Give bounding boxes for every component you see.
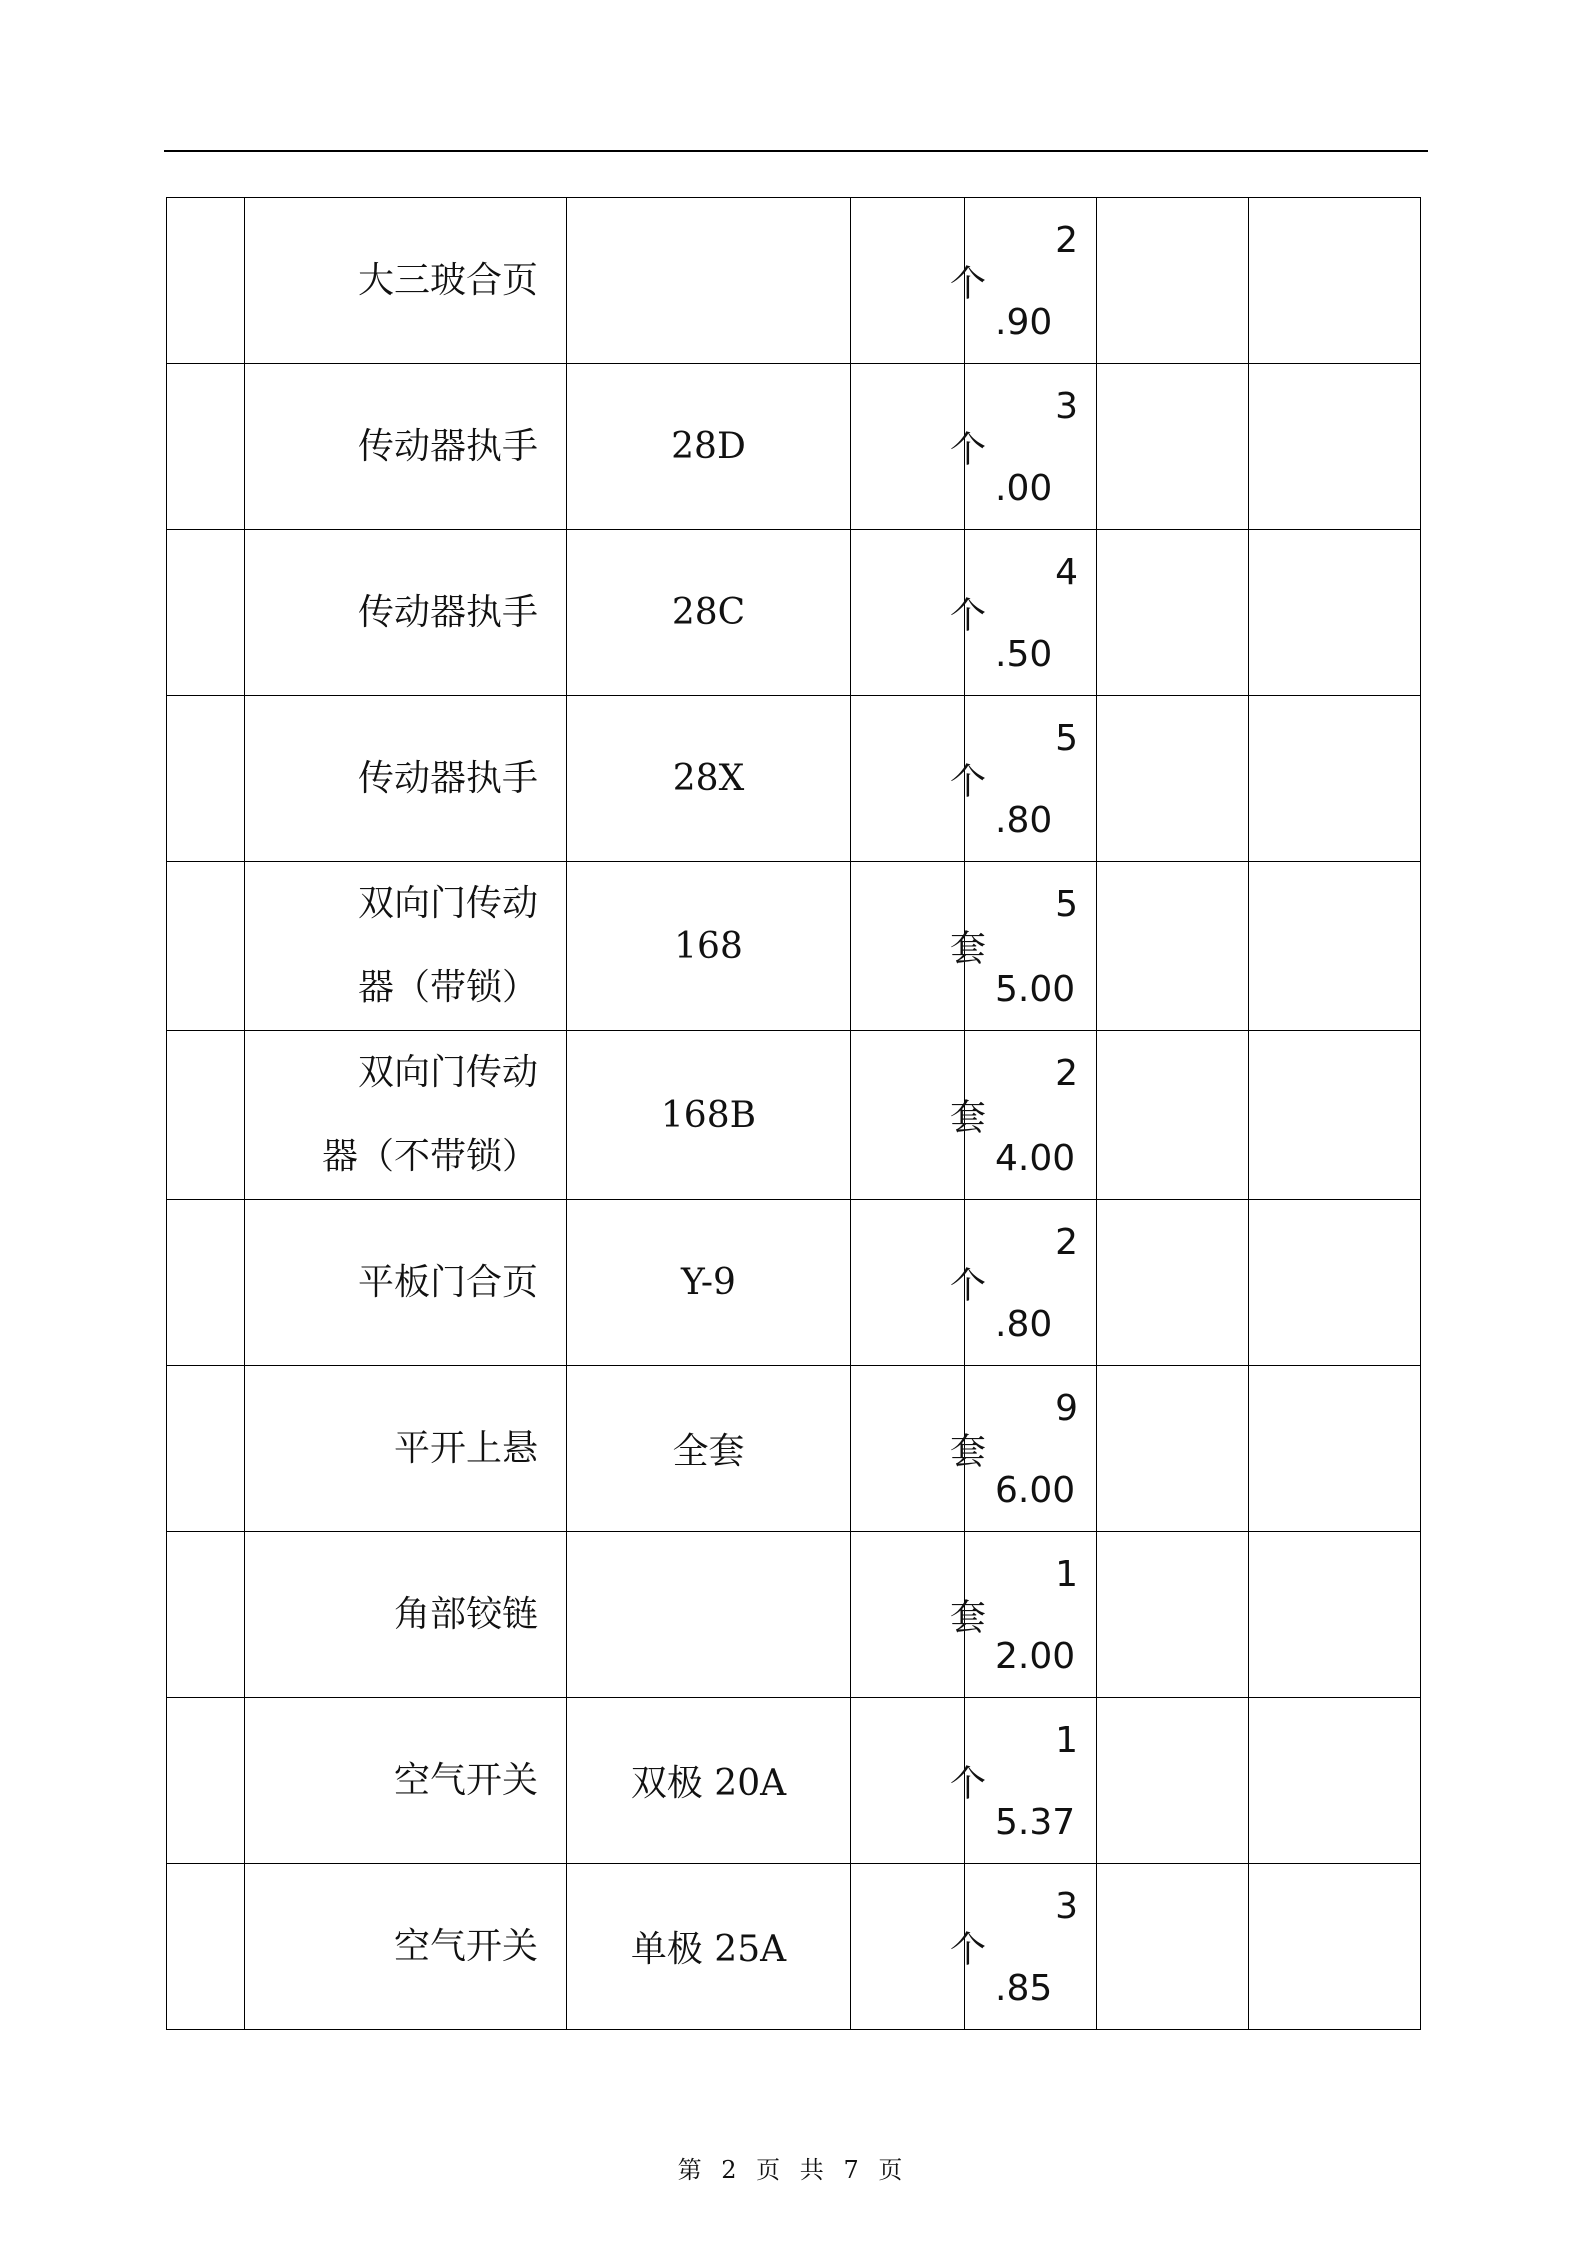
spec-cell: 28C xyxy=(567,530,851,696)
item-name: 传动器执手 xyxy=(357,425,538,467)
table-row xyxy=(167,1698,1421,1864)
amount-cell xyxy=(1249,1366,1421,1532)
unit-text: 套 xyxy=(949,928,986,970)
item-name-cell xyxy=(245,198,567,364)
quantity-part-2: 6.00 xyxy=(995,1470,1076,1511)
item-name: 空气开关 xyxy=(393,1759,538,1801)
unit-text: 个 xyxy=(949,1265,986,1306)
quantity-part-2: .80 xyxy=(995,1304,1053,1345)
unit-cell xyxy=(851,1698,986,1864)
unit-text: 个 xyxy=(949,263,986,304)
table-row xyxy=(167,1532,1421,1698)
amount-cell xyxy=(1249,364,1421,530)
spec-cell: Y-9 xyxy=(567,1200,851,1366)
amount-cell xyxy=(1249,862,1421,1031)
price-cell xyxy=(1097,1864,1249,2030)
spec-cell xyxy=(567,1532,851,1698)
amount-cell xyxy=(1249,1031,1421,1200)
amount-cell xyxy=(1249,198,1421,364)
price-table-body xyxy=(167,198,1421,2030)
item-name-continued: 器（不带锁） xyxy=(321,1136,538,1177)
quantity-part-2: .00 xyxy=(995,468,1053,509)
spec-cell: 168B xyxy=(567,1031,851,1200)
quantity-part-2: .85 xyxy=(995,1968,1053,2009)
item-name: 空气开关 xyxy=(393,1925,538,1967)
table-row xyxy=(167,1366,1421,1532)
unit-text: 个 xyxy=(949,1763,986,1804)
spec-cell: 单极 25A xyxy=(567,1864,851,2030)
quantity-cell xyxy=(965,1031,1097,1200)
spec-cell: 全套 xyxy=(567,1366,851,1532)
table-row xyxy=(167,1200,1421,1366)
price-cell xyxy=(1097,1031,1249,1200)
item-name-continued: 器（带锁） xyxy=(357,967,538,1008)
item-name-cell xyxy=(245,696,567,862)
unit-cell xyxy=(851,1532,986,1698)
quantity-cell xyxy=(965,198,1097,364)
table-row xyxy=(167,862,1421,1031)
quantity-part-2: .80 xyxy=(995,800,1053,841)
unit-cell xyxy=(851,696,986,862)
item-name-cell xyxy=(245,1864,567,2030)
quantity-part-1: 2 xyxy=(1055,220,1078,261)
unit-text: 套 xyxy=(949,1097,986,1139)
item-name: 传动器执手 xyxy=(357,757,538,799)
quantity-part-2: 4.00 xyxy=(995,1138,1076,1179)
amount-cell xyxy=(1249,1532,1421,1698)
index-cell xyxy=(167,696,245,862)
quantity-part-2: 5.00 xyxy=(995,969,1076,1010)
table-row xyxy=(167,198,1421,364)
quantity-part-1: 2 xyxy=(1055,1222,1078,1263)
unit-text: 套 xyxy=(949,1431,986,1472)
table-row xyxy=(167,696,1421,862)
price-cell xyxy=(1097,1366,1249,1532)
item-name: 双向门传动 xyxy=(357,1052,538,1093)
quantity-cell xyxy=(965,1532,1097,1698)
unit-text: 个 xyxy=(949,1929,986,1970)
quantity-cell xyxy=(965,862,1097,1031)
amount-cell xyxy=(1249,696,1421,862)
table-row xyxy=(167,1864,1421,2030)
unit-text: 个 xyxy=(949,761,986,802)
unit-text: 套 xyxy=(949,1597,986,1638)
amount-cell xyxy=(1249,530,1421,696)
price-cell xyxy=(1097,1698,1249,1864)
unit-cell xyxy=(851,1200,986,1366)
page-footer: 第 2 页 共 7 页 xyxy=(677,2156,909,2184)
table-row xyxy=(167,1031,1421,1200)
header-rule xyxy=(164,150,1428,152)
quantity-part-1: 1 xyxy=(1055,1554,1078,1595)
item-name-cell xyxy=(245,1366,567,1532)
unit-cell xyxy=(851,1366,986,1532)
quantity-cell xyxy=(965,696,1097,862)
unit-cell xyxy=(851,1864,986,2030)
price-cell xyxy=(1097,198,1249,364)
index-cell xyxy=(167,1864,245,2030)
quantity-part-1: 5 xyxy=(1055,884,1078,925)
spec-cell: 168 xyxy=(567,862,851,1031)
price-cell xyxy=(1097,1532,1249,1698)
unit-cell xyxy=(851,1031,986,1200)
item-name-cell xyxy=(245,1200,567,1366)
unit-cell xyxy=(851,198,986,364)
quantity-part-2: .50 xyxy=(995,634,1053,675)
spec-cell: 28X xyxy=(567,696,851,862)
item-name-cell xyxy=(245,862,567,1031)
item-name-cell xyxy=(245,1031,567,1200)
quantity-cell xyxy=(965,364,1097,530)
item-name: 角部铰链 xyxy=(393,1593,538,1635)
amount-cell xyxy=(1249,1864,1421,2030)
quantity-part-2: 5.37 xyxy=(995,1802,1076,1843)
index-cell xyxy=(167,364,245,530)
quantity-part-2: 2.00 xyxy=(995,1636,1076,1677)
table-row xyxy=(167,530,1421,696)
price-table xyxy=(166,197,1421,2030)
spec-cell xyxy=(567,198,851,364)
quantity-cell xyxy=(965,1200,1097,1366)
item-name: 大三玻合页 xyxy=(357,259,538,301)
quantity-cell xyxy=(965,1698,1097,1864)
item-name: 平开上悬 xyxy=(393,1427,538,1469)
unit-text: 个 xyxy=(949,595,986,636)
item-name: 传动器执手 xyxy=(357,591,538,633)
quantity-part-1: 4 xyxy=(1055,552,1078,593)
index-cell xyxy=(167,1532,245,1698)
index-cell xyxy=(167,530,245,696)
price-cell xyxy=(1097,1200,1249,1366)
price-cell xyxy=(1097,530,1249,696)
quantity-part-1: 3 xyxy=(1055,386,1078,427)
quantity-part-1: 2 xyxy=(1055,1053,1078,1094)
quantity-cell xyxy=(965,1864,1097,2030)
table-row xyxy=(167,364,1421,530)
unit-text: 个 xyxy=(949,429,986,470)
unit-cell xyxy=(851,862,986,1031)
quantity-cell xyxy=(965,530,1097,696)
unit-cell xyxy=(851,364,986,530)
price-cell xyxy=(1097,364,1249,530)
index-cell xyxy=(167,862,245,1031)
quantity-cell xyxy=(965,1366,1097,1532)
quantity-part-1: 9 xyxy=(1055,1388,1078,1429)
index-cell xyxy=(167,1031,245,1200)
item-name-cell xyxy=(245,530,567,696)
item-name: 双向门传动 xyxy=(357,883,538,924)
item-name: 平板门合页 xyxy=(357,1261,538,1303)
amount-cell xyxy=(1249,1200,1421,1366)
amount-cell xyxy=(1249,1698,1421,1864)
item-name-cell xyxy=(245,364,567,530)
unit-cell xyxy=(851,530,986,696)
quantity-part-2: .90 xyxy=(995,302,1053,343)
quantity-part-1: 1 xyxy=(1055,1720,1078,1761)
index-cell xyxy=(167,1366,245,1532)
item-name-cell xyxy=(245,1532,567,1698)
price-cell xyxy=(1097,696,1249,862)
spec-cell: 双极 20A xyxy=(567,1698,851,1864)
item-name-cell xyxy=(245,1698,567,1864)
quantity-part-1: 3 xyxy=(1055,1886,1078,1927)
price-cell xyxy=(1097,862,1249,1031)
index-cell xyxy=(167,1200,245,1366)
index-cell xyxy=(167,1698,245,1864)
index-cell xyxy=(167,198,245,364)
quantity-part-1: 5 xyxy=(1055,718,1078,759)
spec-cell: 28D xyxy=(567,364,851,530)
